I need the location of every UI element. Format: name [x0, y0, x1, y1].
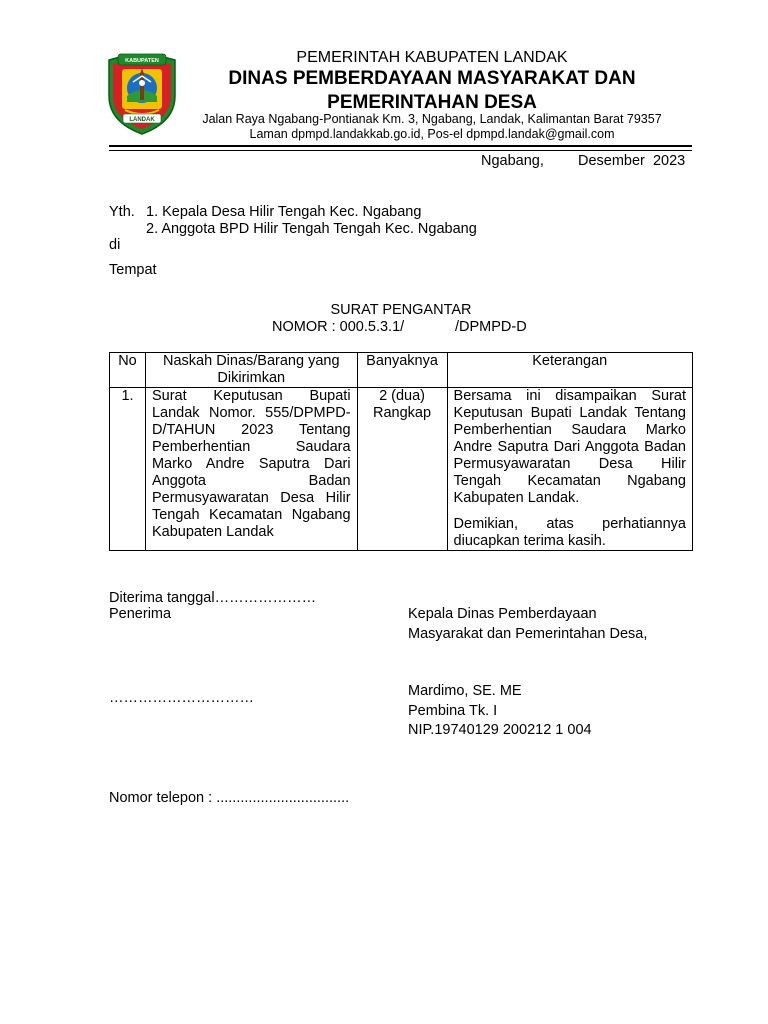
signatory-title-line-1: Kepala Dinas Pemberdayaan: [408, 606, 597, 622]
logo-bottom-text: LANDAK: [129, 117, 155, 123]
recipient-item-1: 1. Kepala Desa Hilir Tengah Kec. Ngabang: [146, 204, 422, 220]
table-header-banyaknya: Banyaknya: [357, 353, 447, 388]
table-header-naskah: Naskah Dinas/Barang yang Dikirimkan: [145, 353, 357, 388]
table-row: [110, 388, 693, 551]
date-month-year: Desember 2023: [578, 153, 686, 169]
table-header-keterangan: Keterangan: [447, 353, 692, 388]
letterhead-agency: [190, 67, 674, 115]
receiver-label: Penerima: [109, 606, 172, 622]
logo-top-text: KABUPATEN: [125, 58, 159, 64]
recipient-yth: Yth.: [109, 204, 135, 220]
signatory-name: Mardimo, SE. ME: [408, 683, 522, 699]
banyaknya-unit: Rangkap: [373, 405, 432, 421]
table-cell-no: 1.: [110, 388, 146, 551]
document-number-prefix: NOMOR : 000.5.3.1/: [272, 319, 405, 335]
signatory-rank: Pembina Tk. I: [408, 703, 498, 719]
table-header-row: [110, 353, 693, 388]
signatory-title-line-2: Masyarakat dan Pemerintahan Desa,: [408, 626, 648, 642]
recipient-item-2: 2. Anggota BPD Hilir Tengah Tengah Kec. Ngabang: [146, 221, 477, 237]
recipient-di: di: [109, 237, 121, 253]
letterhead-agency-line-2: PEMERINTAHAN DESA: [327, 92, 537, 113]
letterhead-address: Jalan Raya Ngabang-Pontianak Km. 3, Ngabang, Landak, Kalimantan Barat 79357: [202, 112, 662, 126]
kabupaten-landak-emblem-logo: [105, 52, 179, 136]
table-cell-naskah: Surat Keputusan Bupati Landak Nomor. 555/DPMPD-D/TAHUN 2023 Tentang Pemberhentian Saudara Marko Andre Saputra Dari Anggota Badan Permusyawaratan Desa Hilir Tengah Kecamatan Ngabang Kabupaten Landak: [145, 388, 357, 551]
document-number-suffix: /DPMPD-D: [455, 319, 527, 335]
letterhead-contact: Laman dpmpd.landakkab.go.id, Pos-el dpmpd.landak@gmail.com: [249, 127, 615, 141]
recipient-tempat: Tempat: [109, 262, 157, 278]
table-header-no: No: [110, 353, 146, 388]
banyaknya-amount: 2 (dua): [379, 388, 426, 404]
receiver-signature-dots: …………………………: [109, 690, 254, 706]
keterangan-paragraph-1: Bersama ini disampaikan Surat Keputusan Bupati Landak Tentang Pemberhentian Saudara Marko Andre Saputra Dari Anggota Badan Permusyawaratan Desa Hilir Tengah Kecamatan Ngabang Kabupaten Landak.: [453, 388, 686, 506]
keterangan-paragraph-2: Demikian, atas perhatiannya diucapkan terima kasih.: [453, 516, 686, 549]
received-date: Diterima tanggal…………………: [109, 590, 317, 606]
letterhead-divider-thin: [109, 150, 692, 151]
date-place: Ngabang,: [481, 153, 544, 169]
table-cell-keterangan: [447, 388, 692, 551]
document-title: SURAT PENGANTAR: [330, 302, 472, 318]
letterhead-agency-line-1: DINAS PEMBERDAYAAN MASYARAKAT DAN: [228, 68, 636, 89]
letterhead-divider-thick: [109, 145, 692, 147]
table-cell-banyaknya: [357, 388, 447, 551]
document-table: [109, 352, 693, 551]
phone-number-field: Nomor telepon : .................................: [109, 790, 350, 806]
letterhead-government: PEMERINTAH KABUPATEN LANDAK: [296, 49, 568, 66]
signatory-nip: NIP.19740129 200212 1 004: [408, 722, 592, 738]
